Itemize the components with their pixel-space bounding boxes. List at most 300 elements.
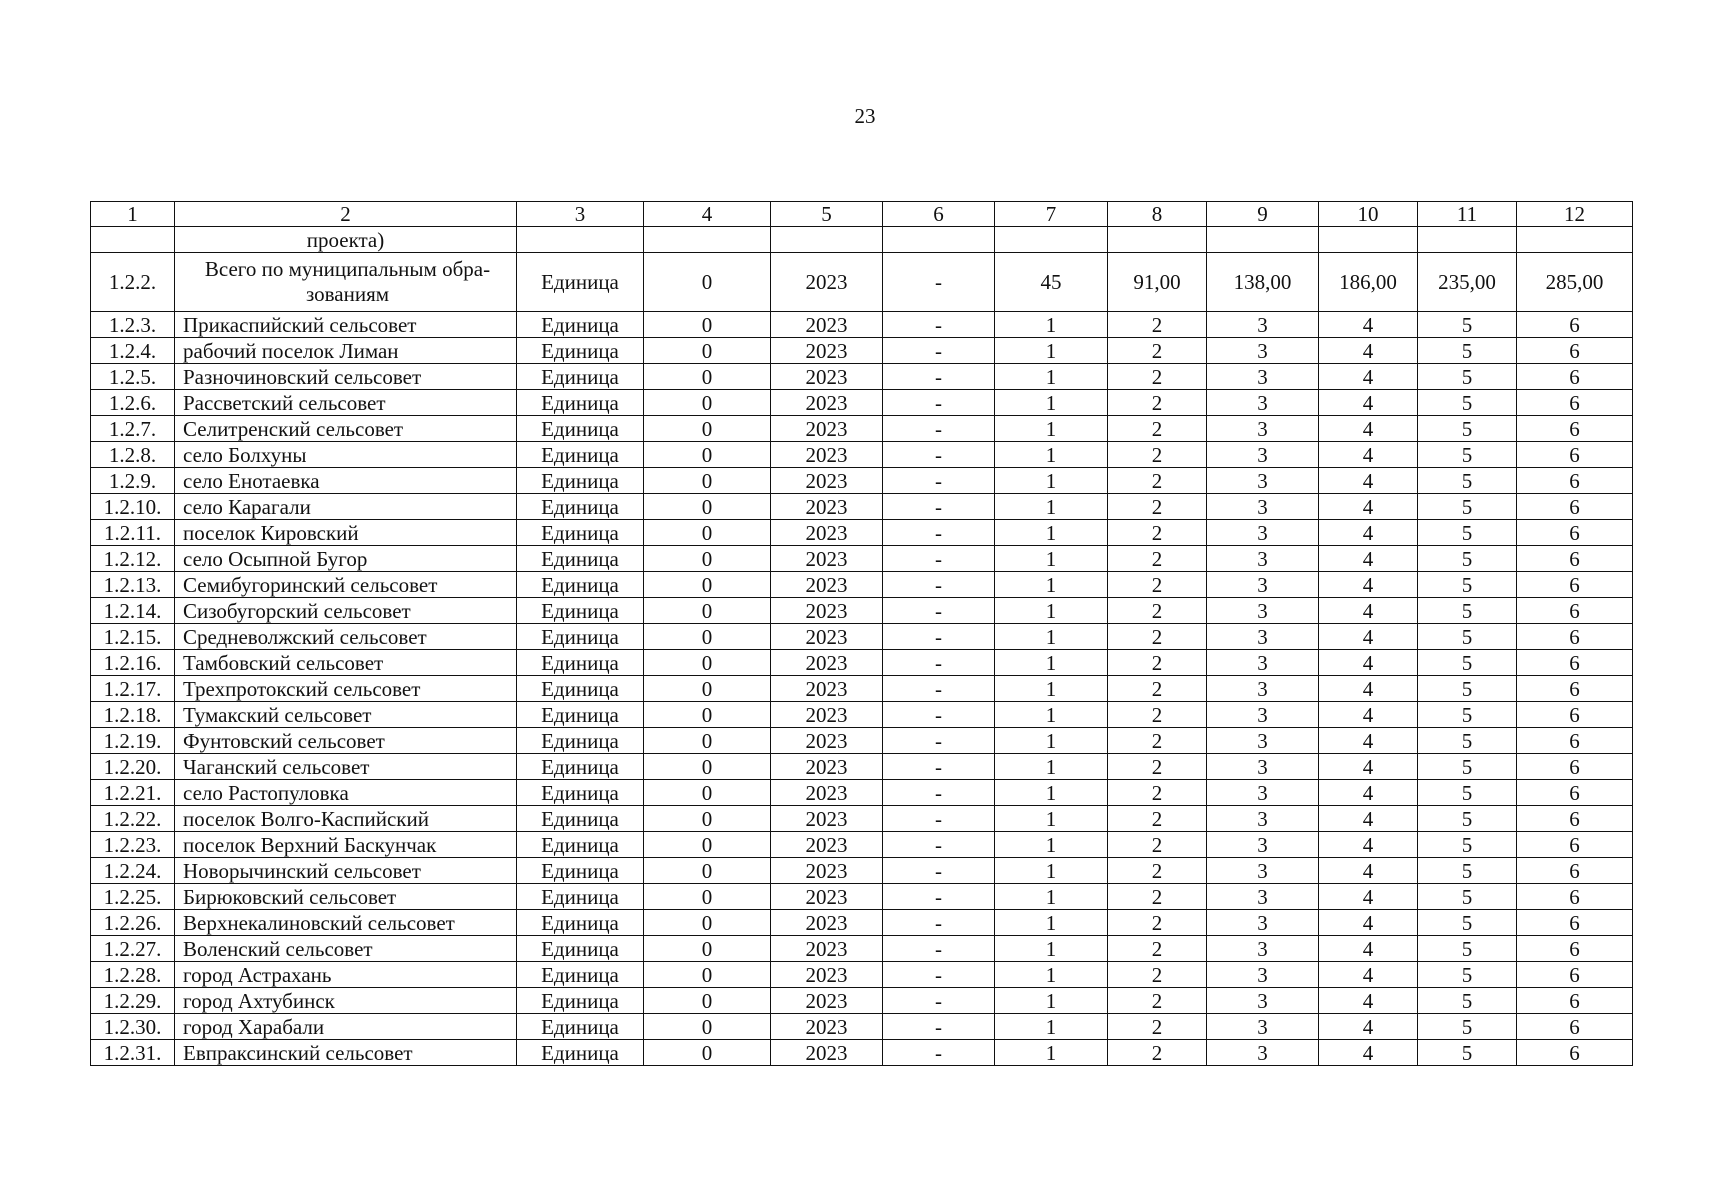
- row-name-cell: город Астрахань: [175, 962, 517, 988]
- empty-cell: [1108, 227, 1207, 253]
- value-cell: 4: [1319, 702, 1418, 728]
- value-cell: 6: [1517, 884, 1633, 910]
- value-cell: 2: [1108, 650, 1207, 676]
- value-cell: 5: [1418, 520, 1517, 546]
- row-number-cell: 1.2.31.: [91, 1040, 175, 1066]
- value-cell: -: [883, 494, 995, 520]
- row-name-cell: Тамбовский сельсовет: [175, 650, 517, 676]
- value-cell: 0: [644, 728, 771, 754]
- year-cell: 2023: [771, 494, 883, 520]
- value-cell: 4: [1319, 1040, 1418, 1066]
- row-name-cell: Прикаспийский сельсовет: [175, 312, 517, 338]
- value-cell: 0: [644, 312, 771, 338]
- value-cell: 5: [1418, 1040, 1517, 1066]
- value-cell: 4: [1319, 520, 1418, 546]
- value-cell: 1: [995, 962, 1108, 988]
- value-cell: -: [883, 390, 995, 416]
- value-cell: 6: [1517, 338, 1633, 364]
- row-number-cell: 1.2.24.: [91, 858, 175, 884]
- value-cell: -: [883, 702, 995, 728]
- value-cell: 2: [1108, 338, 1207, 364]
- table-row: [91, 442, 1633, 468]
- value-cell: 6: [1517, 494, 1633, 520]
- empty-cell: [517, 227, 644, 253]
- value-cell: 6: [1517, 390, 1633, 416]
- column-number-cell: 3: [517, 202, 644, 227]
- value-cell: -: [883, 650, 995, 676]
- row-number-cell: 1.2.8.: [91, 442, 175, 468]
- value-cell: 6: [1517, 728, 1633, 754]
- value-cell: -: [883, 728, 995, 754]
- row-number-cell: 1.2.26.: [91, 910, 175, 936]
- unit-cell: Единица: [517, 884, 644, 910]
- value-cell: 1: [995, 364, 1108, 390]
- year-cell: 2023: [771, 546, 883, 572]
- value-cell: -: [883, 416, 995, 442]
- value-cell: -: [883, 468, 995, 494]
- table-row: [91, 572, 1633, 598]
- column-number-cell: 8: [1108, 202, 1207, 227]
- row-number-cell: 1.2.21.: [91, 780, 175, 806]
- value-cell: 0: [644, 832, 771, 858]
- value-cell: 5: [1418, 858, 1517, 884]
- value-cell: 5: [1418, 624, 1517, 650]
- year-cell: 2023: [771, 442, 883, 468]
- value-cell: 6: [1517, 858, 1633, 884]
- table-row: [91, 988, 1633, 1014]
- value-cell: 6: [1517, 676, 1633, 702]
- value-cell: 2: [1108, 520, 1207, 546]
- value-cell: 5: [1418, 832, 1517, 858]
- value-cell: -: [883, 806, 995, 832]
- value-cell: 3: [1207, 416, 1319, 442]
- column-number-cell: 4: [644, 202, 771, 227]
- row-name-cell: поселок Волго-Каспийский: [175, 806, 517, 832]
- row-name-cell: город Харабали: [175, 1014, 517, 1040]
- unit-cell: Единица: [517, 910, 644, 936]
- value-cell: 5: [1418, 416, 1517, 442]
- value-cell: 3: [1207, 1040, 1319, 1066]
- year-cell: 2023: [771, 676, 883, 702]
- value-cell: -: [883, 962, 995, 988]
- value-cell: 3: [1207, 676, 1319, 702]
- unit-cell: Единица: [517, 832, 644, 858]
- value-cell: 0: [644, 494, 771, 520]
- value-cell: 2: [1108, 936, 1207, 962]
- value-cell: 4: [1319, 546, 1418, 572]
- unit-cell: Единица: [517, 624, 644, 650]
- row-name-cell: Всего по муниципальным обра-зованиям: [175, 253, 517, 312]
- value-cell: 1: [995, 468, 1108, 494]
- value-cell: -: [883, 1014, 995, 1040]
- table-row: [91, 806, 1633, 832]
- unit-cell: Единица: [517, 962, 644, 988]
- value-cell: 2: [1108, 1014, 1207, 1040]
- row-number-cell: 1.2.7.: [91, 416, 175, 442]
- year-cell: 2023: [771, 650, 883, 676]
- unit-cell: Единица: [517, 312, 644, 338]
- value-cell: 6: [1517, 572, 1633, 598]
- row-name-cell: поселок Кировский: [175, 520, 517, 546]
- row-number-cell: 1.2.27.: [91, 936, 175, 962]
- table-row: [91, 520, 1633, 546]
- year-cell: 2023: [771, 754, 883, 780]
- unit-cell: Единица: [517, 468, 644, 494]
- column-number-cell: 7: [995, 202, 1108, 227]
- value-cell: -: [883, 624, 995, 650]
- column-number-cell: 11: [1418, 202, 1517, 227]
- value-cell: -: [883, 858, 995, 884]
- row-number-cell: 1.2.18.: [91, 702, 175, 728]
- value-cell: 0: [644, 806, 771, 832]
- value-cell: 4: [1319, 832, 1418, 858]
- value-cell: 2: [1108, 312, 1207, 338]
- column-number-cell: 9: [1207, 202, 1319, 227]
- row-name-cell: Семибугоринский сельсовет: [175, 572, 517, 598]
- value-cell: 3: [1207, 988, 1319, 1014]
- row-number-cell: 1.2.29.: [91, 988, 175, 1014]
- row-number-cell: 1.2.16.: [91, 650, 175, 676]
- value-cell: 5: [1418, 962, 1517, 988]
- total-row: [91, 253, 1633, 312]
- value-cell: 4: [1319, 442, 1418, 468]
- value-cell: 6: [1517, 442, 1633, 468]
- value-cell: 4: [1319, 494, 1418, 520]
- value-cell: 5: [1418, 364, 1517, 390]
- value-cell: 6: [1517, 988, 1633, 1014]
- column-number-cell: 12: [1517, 202, 1633, 227]
- value-cell: 4: [1319, 390, 1418, 416]
- year-cell: 2023: [771, 468, 883, 494]
- value-cell: -: [883, 546, 995, 572]
- unit-cell: Единица: [517, 546, 644, 572]
- row-number-cell: 1.2.2.: [91, 253, 175, 312]
- row-number-cell: 1.2.19.: [91, 728, 175, 754]
- row-name-cell: Бирюковский сельсовет: [175, 884, 517, 910]
- value-cell: 3: [1207, 1014, 1319, 1040]
- table-row: [91, 1014, 1633, 1040]
- year-cell: 2023: [771, 572, 883, 598]
- value-cell: 4: [1319, 754, 1418, 780]
- table-row: [91, 884, 1633, 910]
- value-cell: 0: [644, 884, 771, 910]
- value-cell: 0: [644, 650, 771, 676]
- value-cell: 6: [1517, 832, 1633, 858]
- value-cell: 2: [1108, 806, 1207, 832]
- row-number-cell: 1.2.5.: [91, 364, 175, 390]
- value-cell: 1: [995, 1040, 1108, 1066]
- table-row: [91, 1040, 1633, 1066]
- continuation-row: [91, 227, 1633, 253]
- value-cell: 0: [644, 598, 771, 624]
- value-cell: 6: [1517, 364, 1633, 390]
- value-cell: 5: [1418, 1014, 1517, 1040]
- value-cell: 6: [1517, 312, 1633, 338]
- column-number-cell: 10: [1319, 202, 1418, 227]
- unit-cell: Единица: [517, 442, 644, 468]
- row-number-cell: 1.2.17.: [91, 676, 175, 702]
- value-cell: -: [883, 884, 995, 910]
- table-row: [91, 702, 1633, 728]
- value-cell: 2: [1108, 858, 1207, 884]
- row-name-cell: Евпраксинский сельсовет: [175, 1040, 517, 1066]
- empty-cell: [883, 227, 995, 253]
- table-row: [91, 364, 1633, 390]
- empty-cell: [644, 227, 771, 253]
- value-cell: 0: [644, 988, 771, 1014]
- row-name-cell: Селитренский сельсовет: [175, 416, 517, 442]
- row-name-cell: город Ахтубинск: [175, 988, 517, 1014]
- value-cell: 5: [1418, 936, 1517, 962]
- year-cell: 2023: [771, 858, 883, 884]
- value-cell: 3: [1207, 936, 1319, 962]
- value-cell: 6: [1517, 546, 1633, 572]
- value-cell: 1: [995, 858, 1108, 884]
- value-cell: 4: [1319, 728, 1418, 754]
- value-cell: 3: [1207, 962, 1319, 988]
- value-cell: -: [883, 442, 995, 468]
- value-cell: 1: [995, 910, 1108, 936]
- empty-cell: [1517, 227, 1633, 253]
- column-number-row: [91, 202, 1633, 227]
- row-name-cell: Тумакский сельсовет: [175, 702, 517, 728]
- value-cell: 4: [1319, 936, 1418, 962]
- value-cell: 3: [1207, 572, 1319, 598]
- row-name-cell: Средневолжский сельсовет: [175, 624, 517, 650]
- value-cell: 0: [644, 338, 771, 364]
- unit-cell: Единица: [517, 728, 644, 754]
- empty-cell: [1319, 227, 1418, 253]
- value-cell: 1: [995, 728, 1108, 754]
- value-cell: 285,00: [1517, 253, 1633, 312]
- value-cell: 6: [1517, 650, 1633, 676]
- value-cell: 0: [644, 416, 771, 442]
- row-name-cell: Воленский сельсовет: [175, 936, 517, 962]
- value-cell: 6: [1517, 520, 1633, 546]
- table-body: [91, 202, 1633, 1066]
- value-cell: 5: [1418, 910, 1517, 936]
- value-cell: 4: [1319, 910, 1418, 936]
- row-name-cell: Трехпротокский сельсовет: [175, 676, 517, 702]
- value-cell: 3: [1207, 702, 1319, 728]
- value-cell: 5: [1418, 988, 1517, 1014]
- value-cell: 3: [1207, 468, 1319, 494]
- value-cell: 4: [1319, 364, 1418, 390]
- value-cell: 6: [1517, 936, 1633, 962]
- value-cell: 3: [1207, 624, 1319, 650]
- year-cell: 2023: [771, 1040, 883, 1066]
- value-cell: -: [883, 253, 995, 312]
- unit-cell: Единица: [517, 754, 644, 780]
- value-cell: 0: [644, 468, 771, 494]
- value-cell: 0: [644, 962, 771, 988]
- row-number-cell: 1.2.20.: [91, 754, 175, 780]
- year-cell: 2023: [771, 520, 883, 546]
- row-name-cell: село Болхуны: [175, 442, 517, 468]
- year-cell: 2023: [771, 962, 883, 988]
- value-cell: 1: [995, 884, 1108, 910]
- value-cell: 3: [1207, 494, 1319, 520]
- value-cell: 1: [995, 624, 1108, 650]
- value-cell: 0: [644, 910, 771, 936]
- value-cell: 3: [1207, 780, 1319, 806]
- year-cell: 2023: [771, 598, 883, 624]
- value-cell: 6: [1517, 1040, 1633, 1066]
- value-cell: -: [883, 676, 995, 702]
- value-cell: 0: [644, 624, 771, 650]
- table-row: [91, 962, 1633, 988]
- year-cell: 2023: [771, 988, 883, 1014]
- empty-cell: [771, 227, 883, 253]
- value-cell: 2: [1108, 416, 1207, 442]
- value-cell: 3: [1207, 858, 1319, 884]
- value-cell: 4: [1319, 962, 1418, 988]
- empty-cell: [1207, 227, 1319, 253]
- year-cell: 2023: [771, 832, 883, 858]
- value-cell: 6: [1517, 780, 1633, 806]
- value-cell: 5: [1418, 806, 1517, 832]
- unit-cell: Единица: [517, 702, 644, 728]
- year-cell: 2023: [771, 936, 883, 962]
- value-cell: 3: [1207, 442, 1319, 468]
- unit-cell: Единица: [517, 338, 644, 364]
- value-cell: 5: [1418, 650, 1517, 676]
- value-cell: 6: [1517, 416, 1633, 442]
- value-cell: 4: [1319, 598, 1418, 624]
- unit-cell: Единица: [517, 676, 644, 702]
- value-cell: 1: [995, 754, 1108, 780]
- unit-cell: Единица: [517, 650, 644, 676]
- value-cell: 4: [1319, 650, 1418, 676]
- year-cell: 2023: [771, 312, 883, 338]
- value-cell: 4: [1319, 1014, 1418, 1040]
- value-cell: 2: [1108, 702, 1207, 728]
- year-cell: 2023: [771, 780, 883, 806]
- unit-cell: Единица: [517, 494, 644, 520]
- value-cell: 0: [644, 253, 771, 312]
- unit-cell: Единица: [517, 520, 644, 546]
- unit-cell: Единица: [517, 572, 644, 598]
- table-row: [91, 338, 1633, 364]
- row-name-cell: село Осыпной Бугор: [175, 546, 517, 572]
- row-number-cell: 1.2.3.: [91, 312, 175, 338]
- value-cell: 0: [644, 754, 771, 780]
- value-cell: 4: [1319, 468, 1418, 494]
- value-cell: 2: [1108, 494, 1207, 520]
- year-cell: 2023: [771, 910, 883, 936]
- value-cell: 4: [1319, 676, 1418, 702]
- year-cell: 2023: [771, 884, 883, 910]
- value-cell: 4: [1319, 338, 1418, 364]
- value-cell: -: [883, 1040, 995, 1066]
- value-cell: 2: [1108, 988, 1207, 1014]
- value-cell: 2: [1108, 676, 1207, 702]
- empty-cell: [91, 227, 175, 253]
- value-cell: 6: [1517, 624, 1633, 650]
- value-cell: 0: [644, 364, 771, 390]
- unit-cell: Единица: [517, 416, 644, 442]
- value-cell: 1: [995, 338, 1108, 364]
- table-row: [91, 494, 1633, 520]
- value-cell: 6: [1517, 1014, 1633, 1040]
- table-row: [91, 416, 1633, 442]
- value-cell: 4: [1319, 884, 1418, 910]
- row-name-cell: Разночиновский сельсовет: [175, 364, 517, 390]
- table-row: [91, 624, 1633, 650]
- value-cell: 1: [995, 598, 1108, 624]
- value-cell: -: [883, 832, 995, 858]
- unit-cell: Единица: [517, 988, 644, 1014]
- value-cell: 0: [644, 676, 771, 702]
- value-cell: 3: [1207, 910, 1319, 936]
- year-cell: 2023: [771, 728, 883, 754]
- value-cell: -: [883, 598, 995, 624]
- value-cell: 2: [1108, 832, 1207, 858]
- table-row: [91, 832, 1633, 858]
- indicators-table: [90, 201, 1633, 1066]
- value-cell: 1: [995, 806, 1108, 832]
- column-number-cell: 5: [771, 202, 883, 227]
- row-number-cell: 1.2.11.: [91, 520, 175, 546]
- value-cell: 0: [644, 546, 771, 572]
- value-cell: 6: [1517, 468, 1633, 494]
- value-cell: 3: [1207, 312, 1319, 338]
- value-cell: 5: [1418, 884, 1517, 910]
- value-cell: -: [883, 910, 995, 936]
- value-cell: 2: [1108, 598, 1207, 624]
- value-cell: 5: [1418, 754, 1517, 780]
- row-number-cell: 1.2.6.: [91, 390, 175, 416]
- column-number-cell: 1: [91, 202, 175, 227]
- value-cell: 2: [1108, 754, 1207, 780]
- value-cell: 1: [995, 546, 1108, 572]
- value-cell: 3: [1207, 884, 1319, 910]
- year-cell: 2023: [771, 806, 883, 832]
- row-number-cell: 1.2.4.: [91, 338, 175, 364]
- value-cell: 0: [644, 702, 771, 728]
- value-cell: 3: [1207, 650, 1319, 676]
- value-cell: 1: [995, 676, 1108, 702]
- value-cell: 2: [1108, 624, 1207, 650]
- value-cell: 5: [1418, 780, 1517, 806]
- value-cell: 2: [1108, 364, 1207, 390]
- value-cell: 3: [1207, 832, 1319, 858]
- year-cell: 2023: [771, 338, 883, 364]
- value-cell: 1: [995, 650, 1108, 676]
- table-row: [91, 468, 1633, 494]
- unit-cell: Единица: [517, 598, 644, 624]
- row-name-cell: Сизобугорский сельсовет: [175, 598, 517, 624]
- table-row: [91, 676, 1633, 702]
- value-cell: 1: [995, 936, 1108, 962]
- value-cell: 5: [1418, 702, 1517, 728]
- value-cell: -: [883, 780, 995, 806]
- value-cell: 45: [995, 253, 1108, 312]
- value-cell: 5: [1418, 676, 1517, 702]
- empty-cell: [1418, 227, 1517, 253]
- value-cell: 3: [1207, 546, 1319, 572]
- year-cell: 2023: [771, 390, 883, 416]
- value-cell: 1: [995, 416, 1108, 442]
- value-cell: 0: [644, 1040, 771, 1066]
- row-name-cell: село Енотаевка: [175, 468, 517, 494]
- value-cell: 4: [1319, 572, 1418, 598]
- value-cell: 5: [1418, 442, 1517, 468]
- value-cell: 1: [995, 832, 1108, 858]
- value-cell: 0: [644, 572, 771, 598]
- value-cell: 5: [1418, 338, 1517, 364]
- value-cell: -: [883, 572, 995, 598]
